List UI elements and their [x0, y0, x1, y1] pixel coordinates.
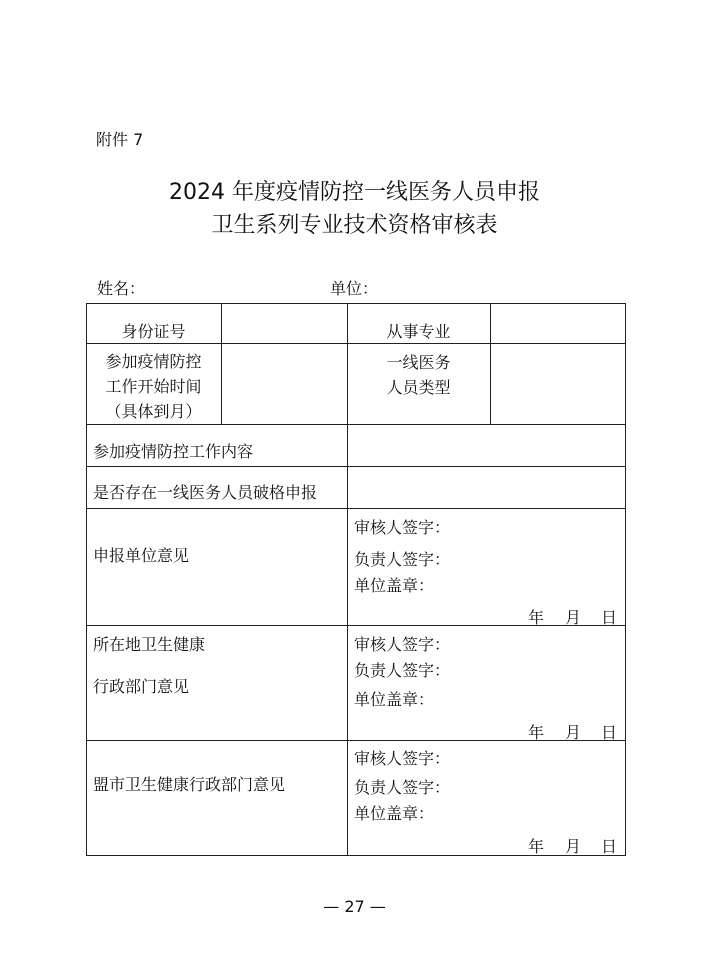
table-line — [86, 740, 626, 741]
responsible-signature-label: 负责人签字： — [354, 778, 451, 797]
frontline-type-label-line-2: 人员类型 — [386, 378, 451, 397]
table-line — [86, 508, 626, 509]
form-title-line-2: 卫生系列专业技术资格审核表 — [211, 213, 498, 238]
table-line — [86, 466, 626, 467]
table-line — [86, 855, 626, 856]
unit-stamp-label: 单位盖章： — [354, 690, 435, 709]
table-line — [221, 303, 222, 424]
specialty-label: 从事专业 — [386, 322, 451, 341]
start-time-label-line-2: 工作开始时间 — [105, 377, 202, 396]
day-label: 日 — [601, 608, 618, 627]
unit-stamp-label: 单位盖章： — [354, 576, 435, 595]
start-time-label-line-3: （具体到月） — [105, 402, 202, 421]
table-line — [490, 303, 491, 424]
day-label: 日 — [601, 837, 618, 856]
id-number-label: 身份证号 — [121, 322, 186, 341]
year-label: 年 — [528, 837, 545, 856]
month-label: 月 — [565, 837, 582, 856]
applicant-unit-opinion-label: 申报单位意见 — [93, 546, 190, 565]
month-label: 月 — [565, 608, 582, 627]
reviewer-signature-label: 审核人签字： — [354, 518, 451, 537]
responsible-signature-clip — [354, 778, 474, 797]
table-line — [86, 625, 626, 626]
month-label: 月 — [565, 723, 582, 742]
unit-stamp-label: 单位盖章： — [354, 804, 435, 823]
local-health-dept-opinion-line-2: 行政部门意见 — [93, 677, 190, 696]
frontline-type-clip — [347, 378, 490, 397]
unit-label: 单位： — [330, 279, 379, 298]
table-line — [86, 303, 626, 304]
start-time-label-line-1: 参加疫情防控 — [105, 352, 202, 371]
local-health-dept-opinion-line-1: 所在地卫生健康 — [93, 635, 206, 654]
table-line — [86, 424, 626, 425]
city-health-dept-opinion-label: 盟市卫生健康行政部门意见 — [93, 775, 286, 794]
page-number: — 27 — — [323, 897, 386, 916]
form-title-line-1: 2024 年度疫情防控一线医务人员申报 — [169, 180, 540, 205]
table-line — [625, 303, 626, 856]
day-label: 日 — [601, 723, 618, 742]
year-label: 年 — [528, 723, 545, 742]
table-line — [86, 343, 626, 344]
reviewer-signature-label: 审核人签字： — [354, 635, 451, 654]
reviewer-signature-label: 审核人签字： — [354, 749, 451, 768]
responsible-signature-label: 负责人签字： — [354, 550, 451, 569]
attachment-label: 附件 7 — [96, 130, 144, 149]
responsible-signature-label: 负责人签字： — [354, 661, 451, 680]
name-label: 姓名： — [97, 279, 146, 298]
exception-application-label: 是否存在一线医务人员破格申报 — [93, 483, 318, 502]
responsible-signature-clip — [354, 550, 474, 569]
year-label: 年 — [528, 608, 545, 627]
work-content-label: 参加疫情防控工作内容 — [93, 442, 254, 461]
frontline-type-label-line-1: 一线医务 — [386, 353, 451, 372]
